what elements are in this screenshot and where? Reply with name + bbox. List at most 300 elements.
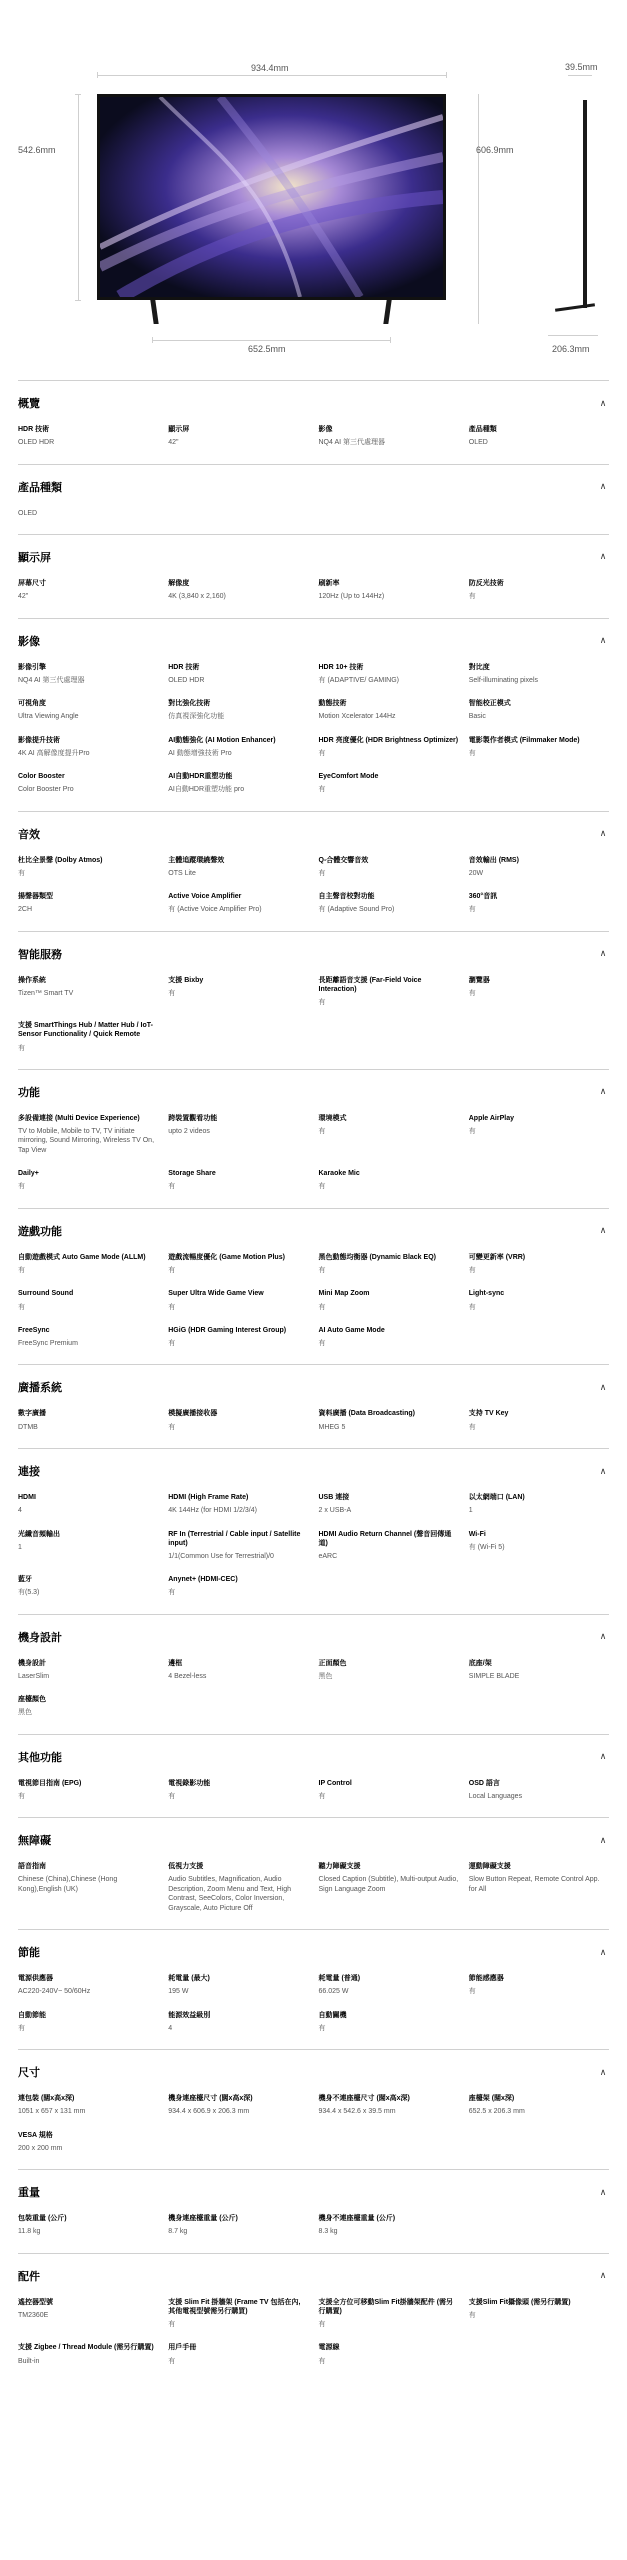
spec-label: 正面顏色	[318, 1659, 347, 1667]
spec-row	[18, 1409, 609, 1432]
spec-section	[18, 931, 609, 1053]
spec-section	[18, 1817, 609, 1913]
spec-label: 包裝重量 (公斤)	[18, 2215, 67, 2223]
spec-label: 自動節能	[18, 2011, 46, 2019]
spec-item	[18, 2094, 158, 2117]
section-title: 概覽	[18, 398, 40, 410]
section-header[interactable]	[18, 547, 609, 567]
spec-value: 有	[18, 1266, 25, 1274]
chevron-up-icon[interactable]: ∧	[599, 2186, 607, 2197]
spec-label: 運動障礙支援	[468, 1863, 511, 1871]
spec-label: 數字廣播	[18, 1410, 46, 1418]
dimension-tick	[152, 337, 153, 343]
spec-label: 長距離語音支援 (Far-Field Voice Interaction)	[318, 976, 422, 993]
spec-value: 有	[468, 1988, 476, 1996]
spec-value: 有	[318, 1340, 326, 1348]
spec-value: 有	[318, 2357, 326, 2365]
spec-label: 電視錄影功能	[168, 1779, 211, 1787]
spec-label: Super Ultra Wide Game View	[168, 1290, 264, 1298]
spec-item	[168, 1326, 308, 1349]
spec-item	[168, 699, 308, 722]
section-header[interactable]	[18, 2182, 609, 2202]
spec-value: 有	[168, 1589, 176, 1597]
spec-label: 可變更新率 (VRR)	[468, 1253, 526, 1261]
spec-row	[18, 1326, 609, 1349]
spec-label: 揚聲器類型	[18, 893, 53, 901]
spec-value: 4K AI 高解像度提升Pro	[18, 749, 90, 757]
spec-label: 機身設計	[18, 1659, 46, 1667]
section-header[interactable]	[18, 1627, 609, 1647]
spec-item	[168, 736, 308, 759]
spec-value: Motion Xcelerator 144Hz	[318, 713, 396, 721]
spec-item	[319, 856, 459, 879]
spec-label: Mini Map Zoom	[318, 1290, 370, 1298]
spec-label: 智能校正模式	[468, 700, 511, 708]
tv-product-image	[97, 94, 446, 300]
spec-value: 有	[318, 786, 326, 794]
spec-value: 1	[18, 1543, 22, 1551]
spec-label: 機身連座檯尺寸 (闊x高x深)	[168, 2095, 253, 2103]
spec-label: 電視節目指南 (EPG)	[18, 1779, 82, 1787]
spec-label: Light-sync	[468, 1290, 505, 1298]
spec-value: 4	[18, 1507, 22, 1515]
spec-label: HGiG (HDR Gaming Interest Group)	[168, 1326, 287, 1334]
spec-label: 自動關機	[318, 2011, 347, 2019]
spec-value: AC220-240V~ 50/60Hz	[18, 1988, 91, 1996]
spec-value: 200 x 200 mm	[18, 2144, 63, 2152]
spec-value: 有	[18, 1303, 25, 1311]
side-height-line	[478, 94, 479, 324]
spec-section	[18, 2253, 609, 2366]
spec-row	[18, 1253, 609, 1276]
spec-value: 有	[168, 1183, 176, 1191]
spec-value: 2 x USB-A	[318, 1507, 352, 1515]
width-label: 934.4mm	[251, 63, 289, 73]
section-header[interactable]	[18, 1377, 609, 1397]
spec-item	[469, 1779, 609, 1802]
spec-label: EyeComfort Mode	[318, 773, 379, 781]
spec-item	[168, 1169, 308, 1192]
dimension-tick	[446, 72, 447, 78]
spec-section	[18, 380, 609, 448]
spec-row	[18, 772, 609, 795]
spec-value: 黑色	[18, 1709, 32, 1717]
spec-value: SIMPLE BLADE	[468, 1672, 520, 1680]
spec-row	[18, 1862, 609, 1913]
spec-value: 4 Bezel-less	[168, 1672, 207, 1680]
spec-item	[18, 1326, 158, 1349]
side-depth-line	[548, 335, 598, 336]
section-title: 智能服務	[18, 948, 62, 961]
spec-item	[469, 1974, 609, 1997]
spec-section	[18, 1734, 609, 1802]
section-title: 產品種類	[18, 481, 62, 494]
spec-item	[168, 976, 308, 1008]
spec-value: AI自動HDR重塑功能 pro	[168, 786, 245, 794]
spec-label: HDMI Audio Return Channel (聲音回傳通道)	[318, 1530, 452, 1547]
spec-label: 語音指南	[18, 1863, 46, 1871]
spec-value: 42"	[18, 593, 29, 601]
stand-leg-right	[383, 300, 391, 324]
spec-value: 有	[168, 1340, 176, 1348]
spec-value: 42"	[168, 439, 179, 447]
spec-value: 有	[318, 1792, 326, 1800]
spec-value: 有	[468, 749, 476, 757]
spec-value: 有	[168, 2357, 176, 2365]
spec-item	[18, 1289, 158, 1312]
spec-item	[18, 1779, 158, 1802]
chevron-up-icon[interactable]: ∧	[599, 2066, 607, 2077]
spec-item	[18, 856, 158, 879]
spec-item	[168, 856, 308, 879]
spec-item	[168, 1974, 308, 1997]
spec-label: 影像引擎	[18, 663, 46, 671]
spec-row	[18, 976, 609, 1008]
section-header[interactable]	[18, 477, 609, 497]
height-label: 542.6mm	[18, 145, 56, 155]
spec-value: 有	[318, 1266, 326, 1274]
spec-row	[18, 1974, 609, 1997]
spec-item	[319, 2298, 459, 2330]
spec-item	[18, 1021, 158, 1053]
spec-label: Wi-Fi	[468, 1530, 486, 1538]
chevron-up-icon[interactable]: ∧	[599, 1631, 607, 1642]
spec-value: 有	[468, 1423, 476, 1431]
spec-item	[18, 699, 158, 722]
spec-item	[18, 1862, 158, 1913]
section-header[interactable]	[18, 1082, 609, 1102]
chevron-up-icon[interactable]: ∧	[599, 1225, 607, 1236]
spec-item	[319, 1253, 459, 1276]
section-header[interactable]	[18, 1942, 609, 1962]
stand-leg-left	[150, 300, 158, 324]
section-header[interactable]	[18, 1830, 609, 1850]
spec-item	[18, 1575, 158, 1598]
spec-item	[18, 2298, 158, 2330]
spec-item	[18, 1659, 158, 1682]
spec-item	[469, 1253, 609, 1276]
spec-label: 可視角度	[18, 700, 46, 708]
spec-value: Chinese (China),Chinese (Hong Kong),English (UK)	[18, 1876, 118, 1893]
spec-item	[18, 1169, 158, 1192]
spec-label: Daily+	[18, 1170, 39, 1178]
spec-label: 瀏覽器	[468, 976, 490, 984]
spec-label: 支援 SmartThings Hub / Matter Hub / IoT-Sensor Functionality / Quick Remote	[18, 1022, 153, 1039]
spec-item	[319, 425, 459, 448]
spec-row	[18, 2214, 609, 2237]
spec-value: 有 (ADAPTIVE/ GAMING)	[318, 676, 400, 684]
spec-section	[18, 1208, 609, 1349]
spec-item	[469, 425, 609, 448]
spec-item	[319, 772, 459, 795]
spec-row	[18, 2131, 609, 2154]
spec-label: 音效輸出 (RMS)	[468, 856, 519, 864]
spec-item	[319, 699, 459, 722]
spec-value: 195 W	[168, 1988, 189, 1996]
spec-label: OSD 語言	[468, 1779, 500, 1787]
section-header[interactable]	[18, 944, 609, 964]
chevron-up-icon[interactable]: ∧	[599, 1465, 607, 1476]
spec-item	[168, 1862, 308, 1913]
spec-label: 機身不連座檯尺寸 (闊x高x深)	[318, 2095, 410, 2103]
spec-item	[319, 1169, 459, 1192]
spec-label: 360°音訊	[468, 893, 498, 901]
spec-item	[319, 1862, 459, 1913]
spec-label: 用戶手冊	[168, 2344, 197, 2352]
spec-item	[319, 2343, 459, 2366]
spec-item	[319, 1289, 459, 1312]
chevron-up-icon[interactable]: ∧	[599, 1086, 607, 1097]
section-title: 音效	[18, 828, 40, 841]
spec-section	[18, 1069, 609, 1192]
spec-item	[18, 1253, 158, 1276]
spec-item	[18, 425, 158, 448]
spec-section	[18, 1364, 609, 1432]
chevron-up-icon[interactable]: ∧	[599, 481, 607, 492]
section-title: 廣播系統	[18, 1382, 62, 1395]
spec-row	[18, 2011, 609, 2034]
spec-item	[18, 2214, 158, 2237]
section-title: 尺寸	[18, 2067, 40, 2080]
spec-item	[18, 1114, 158, 1155]
spec-row	[18, 509, 609, 518]
spec-item	[18, 1695, 158, 1718]
spec-label: 對比強化技術	[168, 700, 211, 708]
spec-value: 8.7 kg	[168, 2228, 188, 2236]
spec-item	[168, 2011, 308, 2034]
chevron-up-icon[interactable]: ∧	[599, 2270, 607, 2281]
spec-item	[18, 509, 158, 518]
spec-item	[319, 663, 459, 686]
spec-label: 顯示屏	[168, 426, 190, 433]
spec-row	[18, 1695, 609, 1718]
chevron-up-icon[interactable]: ∧	[599, 635, 607, 645]
spec-item	[469, 856, 609, 879]
spec-label: 光纖音頻輸出	[18, 1530, 60, 1538]
spec-value: 有	[318, 1303, 326, 1311]
spec-value: upto 2 videos	[168, 1128, 210, 1136]
spec-row	[18, 1289, 609, 1312]
spec-row	[18, 1493, 609, 1516]
spec-item	[168, 2214, 308, 2237]
spec-label: 能源效益級別	[168, 2011, 211, 2019]
spec-label: Storage Share	[168, 1170, 216, 1178]
spec-item	[469, 699, 609, 722]
spec-value: Color Booster Pro	[18, 786, 74, 794]
spec-label: AI自動HDR重塑功能	[168, 773, 233, 781]
spec-value: 11.8 kg	[18, 2228, 41, 2236]
spec-label: 跨裝置觀看功能	[168, 1114, 218, 1122]
spec-value: 有	[468, 1128, 476, 1136]
chevron-up-icon[interactable]: ∧	[599, 1751, 607, 1762]
spec-section	[18, 811, 609, 915]
spec-item	[469, 1409, 609, 1432]
spec-label: HDR 亮度優化 (HDR Brightness Optimizer)	[318, 736, 459, 744]
spec-label: 支援Slim Fit攝像頭 (需另行購置)	[468, 2298, 571, 2306]
spec-label: 杜比全景聲 (Dolby Atmos)	[18, 856, 103, 864]
spec-label: Q-合體交響音效	[318, 856, 369, 864]
spec-value: 有(5.3)	[18, 1589, 40, 1597]
spec-value: 20W	[468, 869, 484, 877]
width-dimension-line	[97, 75, 446, 76]
dimension-tick	[97, 72, 98, 78]
spec-section	[18, 2049, 609, 2153]
spec-value: 有	[318, 1128, 326, 1136]
spec-item	[168, 1289, 308, 1312]
spec-item	[319, 976, 459, 1008]
chevron-up-icon[interactable]: ∧	[599, 1381, 607, 1392]
spec-label: 低視力支援	[168, 1863, 204, 1871]
spec-row	[18, 1021, 609, 1053]
section-title: 顯示屏	[18, 551, 51, 564]
spec-label: 支援全方位可移動Slim Fit掛牆架配件 (需另行購置)	[318, 2298, 454, 2315]
spec-value: 有	[18, 1792, 25, 1800]
spec-value: 1	[468, 1507, 473, 1515]
side-depth-label: 206.3mm	[552, 344, 590, 354]
spec-item	[319, 1326, 459, 1349]
spec-row	[18, 1530, 609, 1562]
chevron-up-icon[interactable]: ∧	[599, 828, 607, 839]
spec-item	[469, 663, 609, 686]
spec-value: 有	[168, 1423, 176, 1431]
spec-label: HDR 10+ 技術	[318, 663, 364, 671]
spec-item	[319, 1114, 459, 1155]
spec-item	[469, 1530, 609, 1562]
spec-value: Closed Caption (Subtitle), Multi-output Audio, Sign Language Zoom	[318, 1876, 459, 1893]
spec-label: Active Voice Amplifier	[168, 893, 242, 901]
spec-value: 有 (Adaptive Sound Pro)	[318, 906, 395, 914]
spec-item	[18, 1974, 158, 1997]
spec-label: 解像度	[168, 579, 190, 587]
spec-label: HDR 技術	[168, 663, 200, 671]
spec-item	[469, 1289, 609, 1312]
spec-item	[319, 1974, 459, 1997]
side-view-stand	[555, 303, 595, 312]
spec-row	[18, 425, 609, 448]
spec-value: OLED	[18, 509, 38, 517]
spec-value: 4K 144Hz (for HDMI 1/2/3/4)	[168, 1507, 257, 1515]
spec-item	[168, 1575, 308, 1598]
spec-row	[18, 699, 609, 722]
section-title: 節能	[18, 1947, 40, 1960]
spec-value: 有	[168, 1266, 176, 1274]
spec-value: Slow Button Repeat, Remote Control App. for All	[468, 1876, 600, 1893]
spec-row	[18, 663, 609, 686]
spec-label: 支持 TV Key	[468, 1410, 509, 1418]
spec-row	[18, 856, 609, 879]
depth-label: 39.5mm	[565, 62, 598, 72]
spec-label: 以太網端口 (LAN)	[468, 1494, 525, 1501]
chevron-up-icon[interactable]: ∧	[599, 1834, 607, 1845]
section-header[interactable]	[18, 2266, 609, 2286]
spec-label: 影像提升技術	[18, 736, 60, 744]
spec-label: 藍牙	[18, 1576, 32, 1584]
spec-value: Basic	[468, 713, 486, 721]
chevron-up-icon[interactable]: ∧	[599, 948, 607, 959]
spec-item	[18, 579, 158, 602]
chevron-up-icon[interactable]: ∧	[599, 397, 607, 408]
spec-value: 2CH	[18, 906, 33, 914]
spec-value: OLED HDR	[18, 439, 55, 447]
spec-section	[18, 464, 609, 518]
spec-value: 4	[168, 2024, 173, 2032]
spec-label: 耗電量 (最大)	[168, 1975, 210, 1983]
section-header[interactable]	[18, 1221, 609, 1241]
spec-row	[18, 1659, 609, 1682]
spec-value: 黑色	[318, 1672, 333, 1680]
section-header[interactable]	[18, 1747, 609, 1767]
spec-value: 有	[468, 1266, 476, 1274]
section-header[interactable]	[18, 393, 609, 413]
spec-label: 主體追蹤環繞聲效	[168, 856, 225, 864]
spec-value: 有	[318, 2024, 326, 2032]
section-header[interactable]	[18, 1461, 609, 1481]
spec-value: Audio Subtitles, Magnification, Audio Description, Zoom Menu and Text, High Contrast, SeeColors, Color Inversion, Grayscale, Auto Picture Off	[168, 1876, 292, 1912]
spec-label: IP Control	[318, 1779, 352, 1787]
stand-width-line	[152, 340, 390, 341]
spec-label: 機身連座檯重量 (公斤)	[168, 2215, 238, 2223]
spec-label: 模擬廣播接收器	[168, 1410, 218, 1418]
spec-label: 電影製作者模式 (Filmmaker Mode)	[468, 736, 580, 744]
spec-item	[18, 892, 158, 915]
spec-value: 有	[168, 1792, 176, 1800]
tv-screen-artwork	[100, 97, 443, 297]
spec-row	[18, 1114, 609, 1155]
spec-item	[319, 1493, 459, 1516]
spec-value: 1/1(Common Use for Terrestrial)/0	[168, 1552, 274, 1560]
spec-label: 對比度	[468, 663, 490, 671]
spec-item	[469, 736, 609, 759]
spec-label: AI動態強化 (AI Motion Enhancer)	[168, 736, 276, 744]
spec-label: 黑色動態均衡器 (Dynamic Black EQ)	[318, 1253, 436, 1261]
spec-value: 有	[318, 998, 326, 1006]
spec-value: 652.5 x 206.3 mm	[468, 2108, 525, 2116]
spec-label: 聽力障礙支援	[318, 1863, 361, 1871]
spec-item	[168, 1409, 308, 1432]
spec-value: 有	[318, 2320, 326, 2328]
spec-label: HDMI	[18, 1494, 36, 1501]
spec-section	[18, 534, 609, 602]
spec-value: Tizen™ Smart TV	[18, 989, 74, 997]
spec-label: Karaoke Mic	[318, 1170, 360, 1178]
dimension-tick	[390, 337, 391, 343]
spec-item	[469, 1659, 609, 1682]
section-header[interactable]	[18, 824, 609, 844]
chevron-up-icon[interactable]: ∧	[599, 551, 607, 562]
spec-label: AI Auto Game Mode	[318, 1326, 385, 1334]
spec-label: Surround Sound	[18, 1290, 74, 1298]
spec-item	[18, 2011, 158, 2034]
spec-item	[168, 2343, 308, 2366]
spec-value: 有	[318, 869, 326, 877]
spec-section	[18, 618, 609, 795]
section-header[interactable]	[18, 2062, 609, 2082]
section-header[interactable]	[18, 631, 609, 651]
spec-label: Apple AirPlay	[468, 1114, 515, 1122]
spec-item	[469, 579, 609, 602]
spec-label: 自主聲音校對功能	[318, 893, 375, 901]
product-dimension-diagram	[0, 0, 627, 360]
spec-item	[168, 772, 308, 795]
chevron-up-icon[interactable]: ∧	[599, 1946, 607, 1957]
spec-row	[18, 2298, 609, 2330]
spec-label: 支援 Bixby	[168, 976, 204, 984]
spec-value: 4K (3,840 x 2,160)	[168, 593, 226, 601]
spec-row	[18, 1575, 609, 1598]
spec-value: Ultra Viewing Angle	[18, 713, 79, 721]
spec-item	[18, 1530, 158, 1562]
section-title: 無障礙	[18, 1835, 51, 1848]
